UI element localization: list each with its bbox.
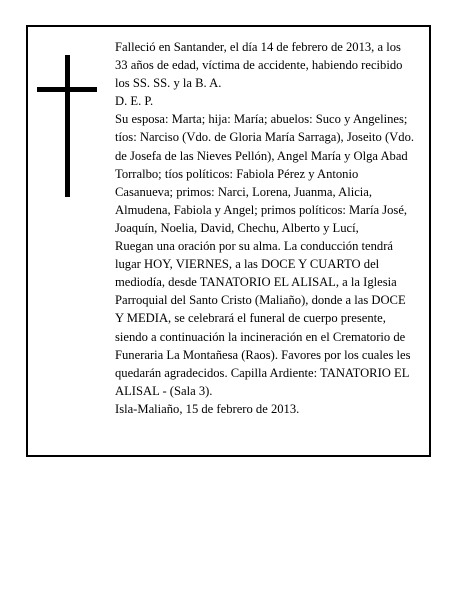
obituary-text — [115, 38, 415, 418]
funeral-details: Ruegan una oración por su alma. La conducción tendrá lugar HOY, VIERNES, a las DOCE Y CUARTO del mediodía, desde TANATORIO EL ALISAL, a la Iglesia Parroquial del Santo Cristo (Maliaño), donde a las DOCE Y MEDIA, se celebrará el funeral de cuerpo presente, siendo a continuación la incineración en el Crematorio de Funeraria La Montañesa (Raos). Favores por los cuales les quedarán agradecidos. Capilla Ardiente: TANATORIO EL ALISAL - (Sala 3). — [115, 239, 411, 398]
cross-icon — [37, 55, 97, 197]
rip-line: D. E. P. — [115, 94, 154, 109]
cross-vertical-bar — [65, 55, 70, 197]
place-and-date: Isla-Maliaño, 15 de febrero de 2013. — [115, 401, 300, 416]
cross-horizontal-bar — [37, 87, 97, 92]
death-announcement: Falleció en Santander, el día 14 de febrero de 2013, a los 33 años de edad, víctima de accidente, habiendo recibido los SS. SS. y la B. A. — [115, 40, 403, 91]
family-list: Su esposa: Marta; hija: María; abuelos: Suco y Angelines; tíos: Narciso (Vdo. de Gloria María Sarraga), Joseito (Vdo. de Josefa de las Nieves Pellón), Angel María y Olga Abad Torralbo; tíos políticos: Fabiola Pérez y Antonio Casanueva; primos: Narci, Lorena, Juanma, Alicia, Almudena, Fabiola y Angel; primos políticos: María José, Joaquín, Noelia, David, Chechu, Alberto y Lucí, — [115, 112, 415, 235]
